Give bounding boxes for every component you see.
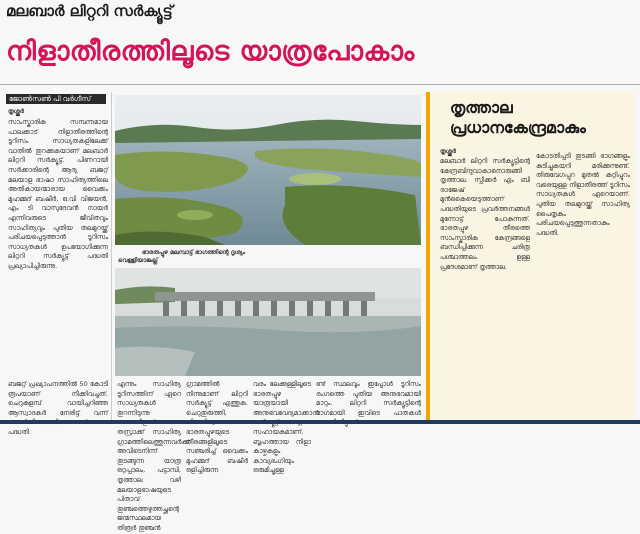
dateline: തൃശ്ശൂർ bbox=[8, 108, 24, 115]
sidebar-column-2 bbox=[536, 152, 630, 419]
sidebar-column-1 bbox=[440, 157, 530, 419]
regulator-photo bbox=[115, 268, 421, 376]
headline: നിളാതീരത്തിലൂടെ യാത്രപോകാം bbox=[6, 36, 415, 67]
photo-caption: വെള്ളിയാങ്കല്ല് bbox=[118, 257, 158, 264]
article-paragraph: എന്നും സാഹിത്യ ടൂറിസത്തിന് ഏറെ സാധ്യതകൾ തുറന്നിടുന്നു തസ്രാക്ക് സാഹിത്യ ഗ്രാമത്തിലെത്തുന്നവർക്ക് അവിടെനിന്ന് തുടങ്ങുന്ന യാത്ര ഒറ്റപ്പാലം, പട്ടാമ്പി, തൃത്താല വഴി മലയാളഭാഷയുടെ പിതാവ് തുഞ്ചത്തെഴുത്തച്ഛന്റെ ജന്മസ്ഥലമായ തിരൂർ തുഞ്ചൻ bbox=[117, 380, 190, 532]
photo-caption: ഭാരതപ്പുഴ മലമ്പാട്ട് ഭാഗത്തിന്റെ ദൃശ്യം bbox=[142, 249, 246, 256]
regulator-photo-image bbox=[115, 268, 421, 376]
article-paragraph: വരം ലേക്കുള്ളിലൂടെ ഭാരതപ്പുഴ യാത്രയായി അനുഭവവേദ്യമാക്കാൻ സഹായകമാണ്. ബൃഹത്തായ നിളാ കാഴ്ചകളും കാവ്യഭംഗിയും ഒരുമിച്ചുള്ള bbox=[253, 380, 319, 475]
article-column-4 bbox=[253, 380, 319, 475]
article-column-2 bbox=[117, 380, 190, 532]
article-column-3 bbox=[186, 380, 248, 475]
article-column-1b bbox=[8, 380, 108, 436]
sidebar-paragraph: മലബാർ ലിറ്ററി സർക്യൂട്ടിന്റെ കേന്ദ്രബിന്ദുവാകാനൊരുങ്ങി തൃത്താല. സ്പീക്കർ എം ബി രാജേഷ് മുൻകൈയെടുത്താണ് പദ്ധതിയുടെ പ്രവർത്തനങ്ങൾ മുന്നോട്ട് പോകുന്നത്. ഭാരതപ്പുഴ തീരത്തെ സാംസ്കാരിക കേന്ദ്രങ്ങളെ ബന്ധിപ്പിക്കുന്ന ചരിത്ര പശ്ചാത്തലം ഉള്ള പ്രദേശമാണ് തൃത്താല. bbox=[440, 157, 530, 271]
sidebar-title: തൃത്താല പ്രധാനകേന്ദ്രമാകും bbox=[450, 98, 586, 137]
column-divider bbox=[111, 92, 112, 420]
river-photo-image bbox=[115, 95, 421, 245]
article-column-1 bbox=[8, 118, 108, 380]
article-paragraph: ണ്ട് സ്ഥലവും ഇപ്പോൾ ടൂറിസം രംഗത്തെ പുതിയ അനുഭവമായി മാറും. ലിറ്ററി സർക്യൂട്ടിന്റെ ഭാഗമായി ഇവിടെ പാതകൾ bbox=[316, 380, 421, 417]
section-kicker: മലബാർ ലിറ്ററി സർക്യൂട്ട് bbox=[6, 2, 173, 20]
page-footer-strip bbox=[0, 420, 640, 424]
article-column-5 bbox=[316, 380, 421, 420]
sidebar-dateline: തൃശ്ശൂർ bbox=[440, 148, 456, 155]
sidebar-paragraph: കോടതിപ്പടി തുടങ്ങി ഭാഗങ്ങളും കുടിച്ചുകയറി മരിക്കുന്നുണ്ട്. തിരുവേഗപ്പുറ മുതൽ കുറ്റിപ്പുറം വരെയുള്ള നിളാതീരത്ത് ടൂറിസം സാധ്യതകൾ ഏറെയാണ്. പുതിയ തലമുറയ്ക്ക് സാഹിത്യ പൈതൃകം പരിചയപ്പെടുത്തുന്നതാകും പദ്ധതി. bbox=[536, 152, 630, 237]
article-paragraph: ബജറ്റ് പ്രഖ്യാപനത്തിൽ 50 കോടി രൂപയാണ് നീക്കിവച്ചത്. ചെറുകുളമ്പ് വായിച്ചറിഞ്ഞ ആസ്വാദകർ നേരിട്ട് വന്ന് പദ്ധതി. bbox=[8, 380, 108, 436]
sidebar-accent bbox=[426, 92, 430, 424]
river-photo bbox=[115, 95, 421, 245]
article-paragraph: ഗ്രാമത്തിൽ നിന്നുമാണ് ലിറ്ററി സർക്യൂട്ട് എത്തുക. ചെറുതുരുത്തി, ഭാരതപ്പുഴയുടെ തീരങ്ങളിലൂടെ സഞ്ചരിച്ച് വൈക്കം മുഹമ്മദ് ബഷീർ ഒളിച്ചിരുന്ന bbox=[186, 380, 248, 475]
byline: ജോൺസൺ പി വർഗീസ് bbox=[6, 94, 106, 104]
article-paragraph: സാംസ്കാരിക സമ്പന്നമായ പാലക്കാട് നിളാതീരത്തിന്റെ ടൂറിസം സാധ്യതകളിലേക്ക് വാതിൽ തുറക്കുകയാണ് മലബാർ ലിറ്ററി സർക്യൂട്ട്. പിണറായി സർക്കാരിന്റെ ആദ്യ ബജറ്റ് മലയാള ഭാഷാ സാഹിത്യത്തിലെ അതികായന്മാരായ വൈക്കം മുഹമ്മദ് ബഷീർ, ഒ.വി വിജയൻ, എം ടി വാസുദേവൻ നായർ എന്നിവരുടെ ജീവിതവും സാഹിത്യവും പുതിയ തലമുറയ്ക്ക് പരിചയപ്പെടുത്താൻ ടൂറിസം സാധ്യതകൾ ഉപയോഗിക്കുന്ന ലിറ്ററി സർക്യൂട്ട് പദ്ധതി പ്രഖ്യാപിച്ചിരുന്നു. bbox=[8, 118, 108, 270]
header-rule bbox=[0, 84, 640, 85]
